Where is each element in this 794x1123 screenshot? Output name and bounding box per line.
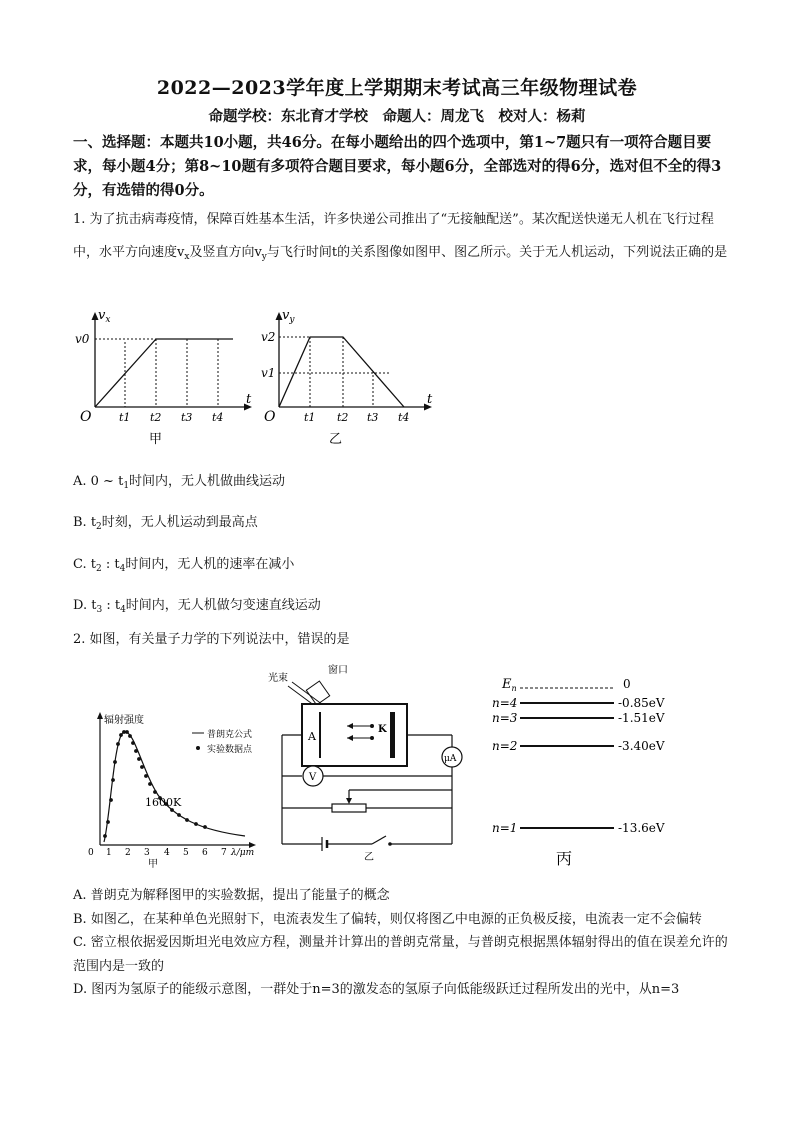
graph-caption: 甲 <box>149 432 163 445</box>
q1-option-b: B. $t_2$时刻，无人机运动到最高点 <box>73 515 258 532</box>
tick-t4: t4 <box>398 411 410 424</box>
q1-option-d: D. $t_3$ : $t_4$时间内，无人机做匀变速直线运动 <box>73 598 321 615</box>
x-axis-label: t <box>427 392 433 407</box>
graph-jia <box>70 305 260 445</box>
tick-t2: t2 <box>337 411 349 424</box>
zero-level-label: 0 <box>623 677 631 691</box>
y-axis-label: $v_y$ <box>282 308 295 325</box>
tick-t3: t3 <box>367 411 379 424</box>
figure-caption: 丙 <box>556 849 573 868</box>
voltmeter-label: V <box>309 772 317 783</box>
tick-6: 6 <box>202 848 208 858</box>
q2-options <box>73 884 733 1002</box>
origin-label: O <box>80 409 92 425</box>
tick-5: 5 <box>183 848 189 858</box>
level-n2-label: n=2 <box>492 739 518 753</box>
level-n1-energy: -13.6eV <box>618 821 665 835</box>
q2-option-d: D. 图丙为氢原子的能级示意图，一群处于n=3的激发态的氢原子向低能级跃迁过程所发出的光中，从n=3 <box>73 982 680 997</box>
x-axis-label: t <box>246 392 252 407</box>
section-heading: 一、选择题：本题共10小题，共46分。在每小题给出的四个选项中，第1~7题只有一项符合题目要求，每小题4分；第8~10题有多项符合题目要求，每小题6分，全部选对的得6分，选对但不全的得3分，有选错的得0分。 <box>73 134 722 199</box>
tick-v0: v0 <box>75 332 90 346</box>
level-n2-energy: -3.40eV <box>618 739 665 753</box>
question-1-stem: 1. 为了抗击病毒疫情，保障百姓基本生活，许多快递公司推出了“无接触配送”。某次配送快递无人机在飞行过程中，水平方向速度$v_x$及竖直方向$v_y$与飞行时间t的关系图像如图甲、图乙所示。关于无人机运动，下列说法正确的是 <box>73 212 728 262</box>
q2-option-b: B. 如图乙，在某种单色光照射下，电流表发生了偏转，则仅将图乙中电源的正负极反接，电流表一定不会偏转 <box>73 911 702 927</box>
ammeter-label: μA <box>444 754 457 764</box>
temperature-label: 1600K <box>145 796 182 809</box>
level-n1-label: n=1 <box>492 821 518 835</box>
y-axis-label: 辐射强度 <box>104 715 144 726</box>
figure-photoelectric <box>262 662 477 862</box>
cathode-label: K <box>378 724 387 735</box>
tick-v2: v2 <box>261 330 276 344</box>
tick-v1: v1 <box>261 366 276 380</box>
exam-authors: 命题学校：东北育才学校 命题人：周龙飞 校对人：杨莉 <box>208 108 586 125</box>
tick-1: 1 <box>106 848 112 858</box>
legend-dot-label: 实验数据点 <box>207 745 253 755</box>
q2-option-c: C. 密立根依据爱因斯坦光电效应方程，测量并计算出的普朗克常量，与普朗克根据黑体辐射得出的值在误差允许的范围内是一致的 <box>73 935 728 974</box>
energy-axis-label: $E_n$ <box>502 677 517 693</box>
tick-3: 3 <box>144 848 150 858</box>
tick-7: 7 <box>221 848 227 858</box>
x-unit: λ/μm <box>231 848 255 858</box>
figure-caption: 乙 <box>364 852 374 862</box>
anode-label: A <box>308 730 316 743</box>
level-n4-energy: -0.85eV <box>618 696 665 710</box>
graph-caption: 乙 <box>329 432 343 445</box>
tick-t4: t4 <box>212 411 224 424</box>
window-label: 窗口 <box>328 665 348 676</box>
tick-t1: t1 <box>119 411 131 424</box>
figure-energy-levels <box>488 668 708 868</box>
tick-t1: t1 <box>304 411 316 424</box>
tick-t2: t2 <box>150 411 162 424</box>
q1-option-a: A. 0 ~ $t_1$时间内，无人机做曲线运动 <box>73 474 286 491</box>
q1-option-c: C. $t_2$ : $t_4$时间内，无人机的速率在减小 <box>73 557 295 574</box>
light-label: 光束 <box>268 673 288 684</box>
tick-t3: t3 <box>181 411 193 424</box>
question-2-stem: 2. 如图，有关量子力学的下列说法中，错误的是 <box>73 632 350 647</box>
tick-0: 0 <box>88 848 94 858</box>
figure-caption: 甲 <box>148 859 158 870</box>
level-n4-label: n=4 <box>492 696 518 710</box>
page-title: 2022—2023学年度上学期期末考试高三年级物理试卷 <box>156 77 638 99</box>
level-n3-label: n=3 <box>492 711 518 725</box>
tick-4: 4 <box>164 848 170 858</box>
graph-yi <box>255 305 445 445</box>
y-axis-label: $v_x$ <box>98 308 111 325</box>
q2-option-a: A. 普朗克为解释图甲的实验数据，提出了能量子的概念 <box>73 888 390 903</box>
legend-line-label: 普朗克公式 <box>207 730 253 740</box>
tick-2: 2 <box>125 848 131 858</box>
figure-blackbody <box>80 710 275 870</box>
origin-label: O <box>264 409 276 425</box>
level-n3-energy: -1.51eV <box>618 711 665 725</box>
